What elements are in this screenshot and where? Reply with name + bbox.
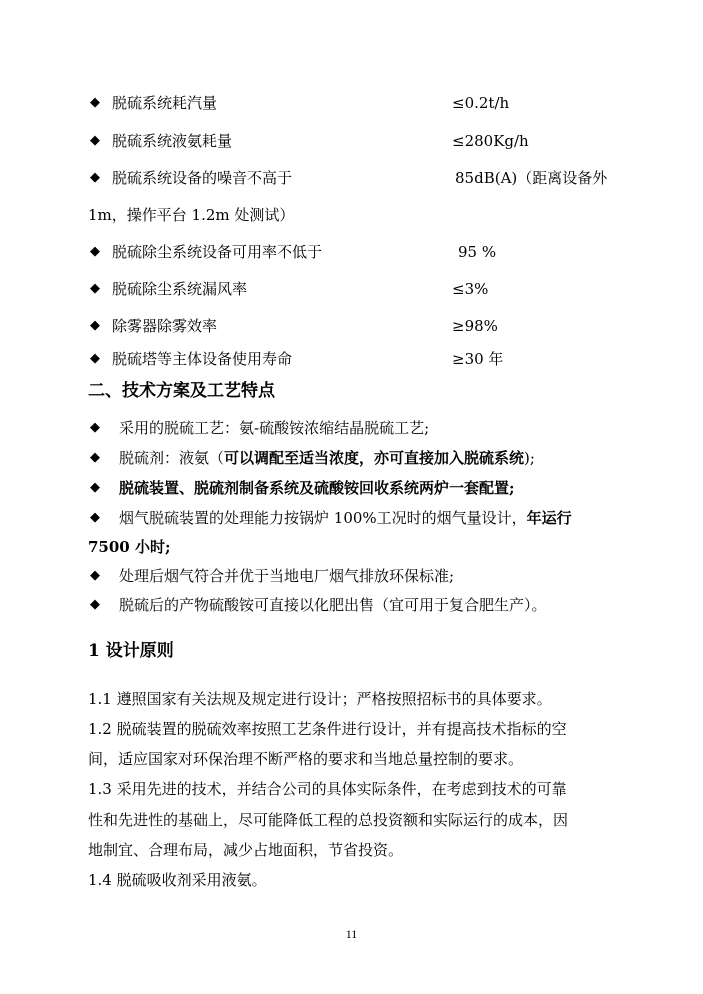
spec-label: 脱硫系统设备的噪音不高于 [112,169,293,187]
tech-item [0,508,703,528]
tech-item [0,478,703,498]
diamond-bullet-icon: ◆ [90,133,100,148]
section-heading-design-principles: 1 设计原则 [88,641,174,661]
principle-line: 性和先进性的基础上，尽可能降低工程的总投资额和实际运行的成本，因 [88,811,569,829]
tech-item-text: 采用的脱硫工艺：氨-硫酸铵浓缩结晶脱硫工艺; [119,419,430,437]
tech-item-prefix: 脱硫剂：液氨（ [119,449,225,467]
tech-item [0,448,703,468]
spec-label: 脱硫系统液氨耗量 [112,132,233,150]
diamond-bullet-icon: ◆ [90,281,100,296]
tech-item-bold: 年运行 [526,509,572,527]
diamond-bullet-icon: ◆ [90,480,100,495]
principle-line: 1.3 采用先进的技术，并结合公司的具体实际条件，在考虑到技术的可靠 [88,780,567,798]
spec-row-steam [0,93,703,113]
diamond-bullet-icon: ◆ [90,95,100,110]
section-heading-tech-plan: 二、技术方案及工艺特点 [88,381,275,401]
tech-item [0,418,703,438]
spec-label: 脱硫塔等主体设备使用寿命 [112,350,293,368]
spec-row-leakage [0,279,703,299]
tech-item-continuation: 7500 小时; [88,538,171,556]
spec-label: 脱硫系统耗汽量 [112,94,218,112]
tech-item-bold: 脱硫装置、脱硫剂制备系统及硫酸铵回收系统两炉一套配置; [119,479,515,497]
diamond-bullet-icon: ◆ [90,510,100,525]
tech-item-text: 脱硫后的产物硫酸铵可直接以化肥出售（宜可用于复合肥生产）。 [119,596,547,614]
diamond-bullet-icon: ◆ [90,244,100,259]
diamond-bullet-icon: ◆ [90,420,100,435]
tech-item-text: 处理后烟气符合并优于当地电厂烟气排放环保标准; [119,567,455,585]
spec-row-availability [0,242,703,262]
tech-item [0,595,703,615]
spec-value: ≤0.2t/h [452,94,510,112]
principle-line: 间，适应国家对环保治理不断严格的要求和当地总量控制的要求。 [88,750,524,768]
tech-item [0,566,703,586]
diamond-bullet-icon: ◆ [90,568,100,583]
tech-item-text [119,448,535,468]
tech-item-suffix: ); [524,449,535,467]
spec-label: 脱硫除尘系统设备可用率不低于 [112,243,323,261]
diamond-bullet-icon: ◆ [90,597,100,612]
spec-value: ≥30 年 [452,350,504,368]
principle-line: 1.1 遵照国家有关法规及规定进行设计；严格按照招标书的具体要求。 [88,690,552,708]
spec-value: ≥98% [452,317,498,335]
spec-value: 95 % [458,243,497,261]
spec-row-demister [0,316,703,336]
spec-value: ≤280Kg/h [452,132,529,150]
principle-line: 1.4 脱硫吸收剂采用液氨。 [88,871,267,889]
spec-label: 除雾器除雾效率 [112,317,218,335]
spec-row-ammonia [0,131,703,151]
diamond-bullet-icon: ◆ [90,170,100,185]
spec-row-lifetime [0,349,703,369]
spec-row-noise [0,168,703,188]
spec-value: 85dB(A)（距离设备外 [455,169,608,187]
diamond-bullet-icon: ◆ [90,450,100,465]
spec-value: ≤3% [452,280,489,298]
page-number: 11 [345,927,358,941]
tech-item-text [119,508,572,528]
principle-line: 地制宜、合理布局，减少占地面积，节省投资。 [88,841,404,859]
spec-continuation: 1m，操作平台 1.2m 处测试） [88,206,295,224]
spec-label: 脱硫除尘系统漏风率 [112,280,248,298]
tech-item-prefix: 烟气脱硫装置的处理能力按锅炉 100%工况时的烟气量设计， [119,509,527,527]
diamond-bullet-icon: ◆ [90,318,100,333]
diamond-bullet-icon: ◆ [90,351,100,366]
principle-line: 1.2 脱硫装置的脱硫效率按照工艺条件进行设计，并有提高技术指标的空 [88,720,567,738]
tech-item-bold: 可以调配至适当浓度，亦可直接加入脱硫系统 [224,449,525,467]
